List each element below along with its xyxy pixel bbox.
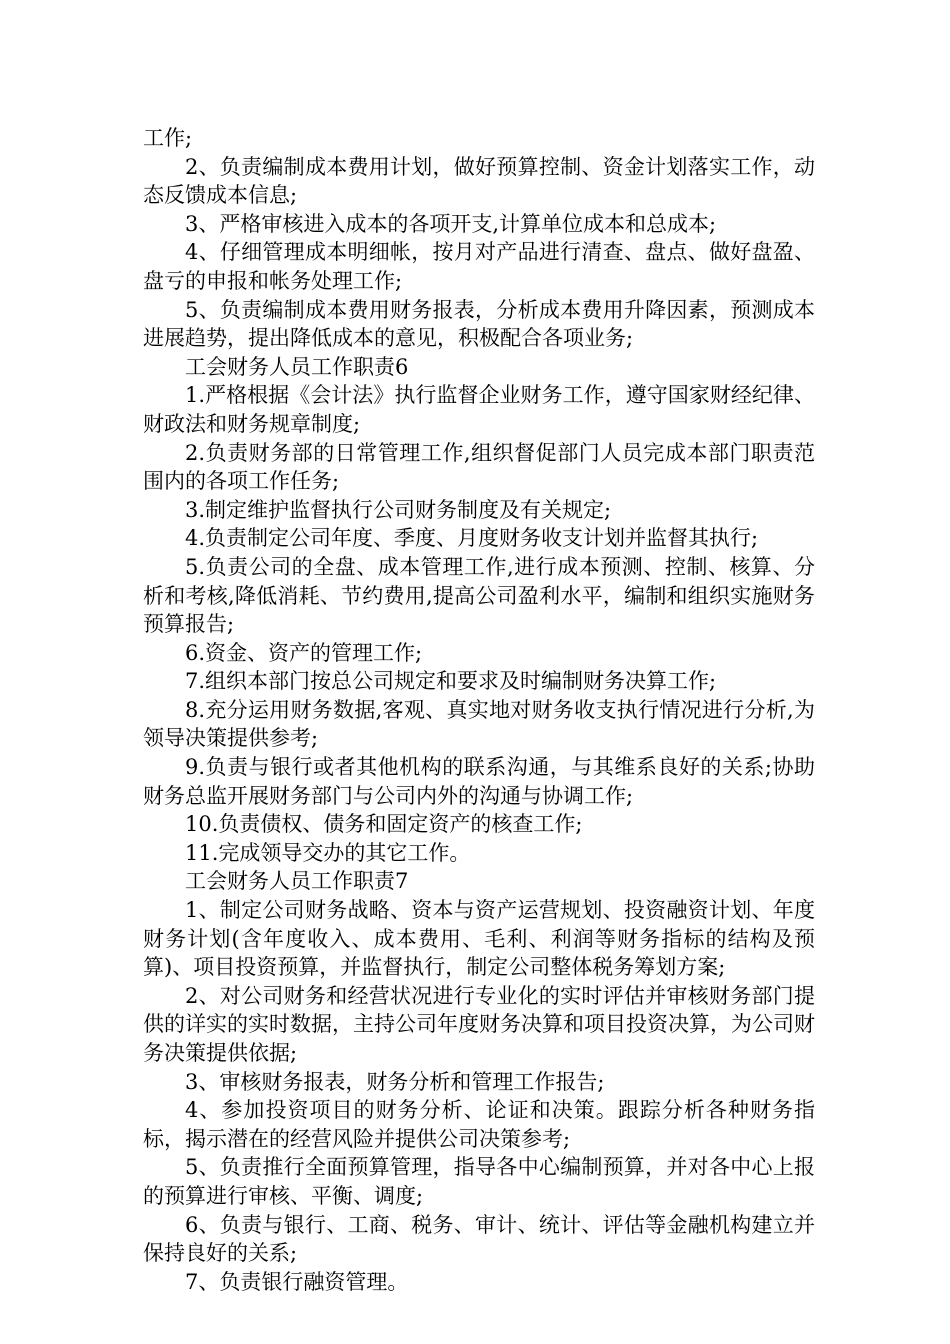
paragraph-item-7-5: 5、负责推行全面预算管理，指导各中心编制预算，并对各中心上报的预算进行审核、平衡、调度; (143, 1155, 815, 1208)
paragraph-item-5: 5、负责编制成本费用财务报表，分析成本费用升降因素，预测成本进展趋势，提出降低成本的意见，积极配合各项业务; (143, 297, 815, 351)
paragraph-item-6-2: 2.负责财务部的日常管理工作,组织督促部门人员完成本部门职责范围内的各项工作任务; (143, 440, 815, 494)
paragraph-item-6-1: 1.严格根据《会计法》执行监督企业财务工作，遵守国家财经纪律、财政法和财务规章制度; (143, 383, 815, 436)
section-heading-7: 工会财务人员工作职责7 (185, 869, 409, 894)
paragraph-item-6-11: 11.完成领导交办的其它工作。 (185, 840, 471, 865)
paragraph-item-6-10: 10.负责债权、债务和固定资产的核查工作; (185, 812, 583, 837)
paragraph-item-7-4: 4、参加投资项目的财务分析、论证和决策。跟踪分析各种财务指标，揭示潜在的经营风险并提供公司决策参考; (143, 1098, 815, 1151)
paragraph-item-6-4: 4.负责制定公司年度、季度、月度财务收支计划并监督其执行; (185, 526, 759, 551)
paragraph-item-7-2: 2、对公司财务和经营状况进行专业化的实时评估并审核财务部门提供的详实的实时数据，主持公司年度财务决算和项目投资决算，为公司财务决策提供依据; (143, 983, 815, 1065)
paragraph-item-6-8: 8.充分运用财务数据,客观、真实地对财务收支执行情况进行分析,为领导决策提供参考; (143, 697, 815, 751)
paragraph-item-7-7: 7、负责银行融资管理。 (185, 1269, 409, 1294)
paragraph-item-3: 3、严格审核进入成本的各项开支,计算单位成本和总成本; (185, 211, 717, 236)
section-heading-6: 工会财务人员工作职责6 (185, 354, 409, 379)
paragraph-item-2: 2、负责编制成本费用计划，做好预算控制、资金计划落实工作，动态反馈成本信息; (143, 154, 815, 208)
paragraph-item-6-6: 6.资金、资产的管理工作; (185, 640, 423, 665)
paragraph-item-7-6: 6、负责与银行、工商、税务、审计、统计、评估等金融机构建立并保持良好的关系; (143, 1212, 815, 1266)
paragraph-item-7-3: 3、审核财务报表，财务分析和管理工作报告; (185, 1069, 605, 1094)
document-body (143, 124, 815, 1296)
paragraph-item-6-9: 9.负责与银行或者其他机构的联系沟通，与其维系良好的关系;协助财务总监开展财务部门与公司内外的沟通与协调工作; (143, 755, 815, 808)
paragraph-item-7-1: 1、制定公司财务战略、资本与资产运营规划、投资融资计划、年度财务计划(含年度收入、成本费用、毛利、利润等财务指标的结构及预算)、项目投资预算，并监督执行，制定公司整体税务筹划方案; (143, 898, 815, 980)
paragraph-item-4: 4、仔细管理成本明细帐，按月对产品进行清查、盘点、做好盘盈、盘亏的申报和帐务处理工作; (143, 240, 815, 293)
paragraph-continuation: 工作; (143, 126, 193, 150)
paragraph-item-6-7: 7.组织本部门按总公司规定和要求及时编制财务决算工作; (185, 669, 717, 694)
paragraph-item-6-3: 3.制定维护监督执行公司财务制度及有关规定; (185, 497, 612, 522)
paragraph-item-6-5: 5.负责公司的全盘、成本管理工作,进行成本预测、控制、核算、分析和考核,降低消耗、节约费用,提高公司盈利水平，编制和组织实施财务预算报告; (143, 554, 815, 637)
